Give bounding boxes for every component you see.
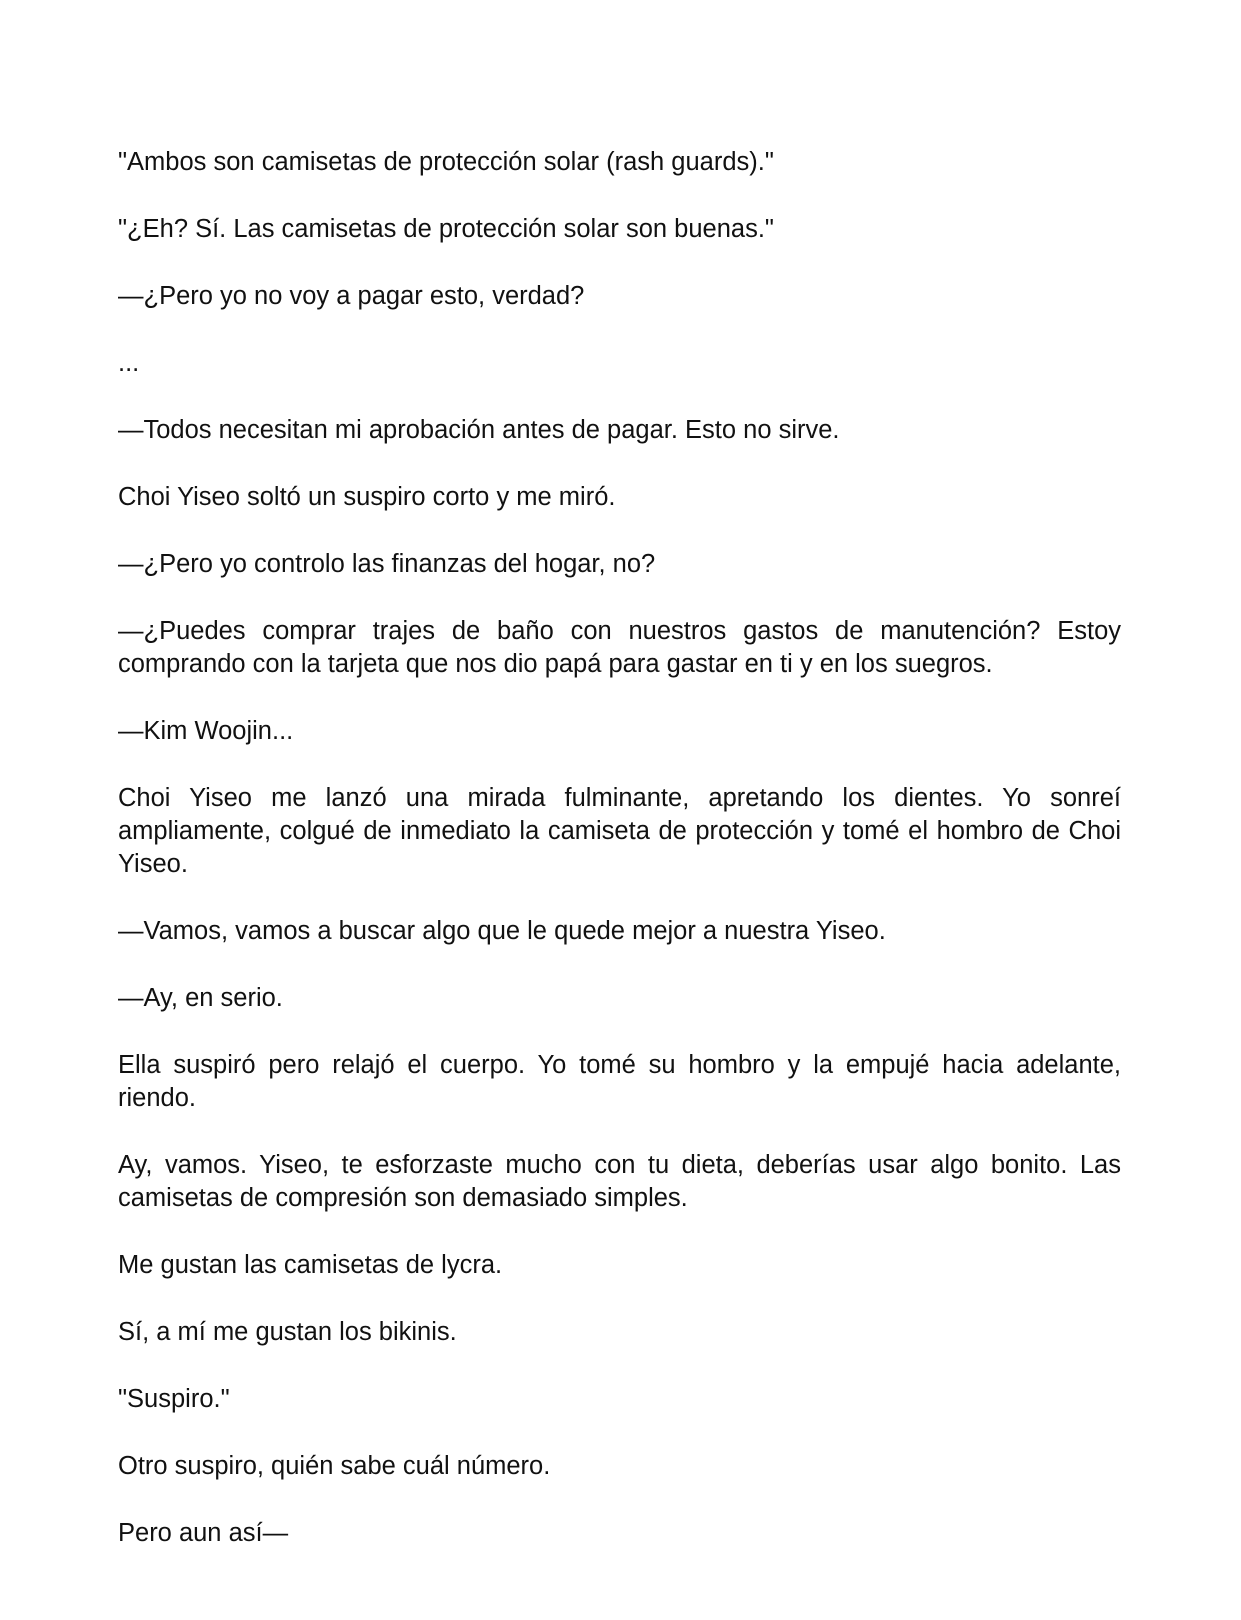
body-text (118, 146, 1121, 1550)
paragraph: —Vamos, vamos a buscar algo que le quede mejor a nuestra Yiseo. (118, 917, 886, 945)
paragraph: —¿Pero yo no voy a pagar esto, verdad? (118, 282, 585, 310)
paragraph: Me gustan las camisetas de lycra. (118, 1251, 503, 1279)
paragraph: —Ay, en serio. (118, 984, 283, 1012)
paragraph: —Todos necesitan mi aprobación antes de pagar. Esto no sirve. (118, 416, 840, 444)
paragraph: Choi Yiseo me lanzó una mirada fulminante, apretando los dientes. Yo sonreí ampliamente, colgué de inmediato la camiseta de protección y tomé el hombro de Choi Yiseo. (118, 784, 1121, 878)
paragraph: Ay, vamos. Yiseo, te esforzaste mucho con tu dieta, deberías usar algo bonito. Las camisetas de compresión son demasiado simples. (118, 1151, 1121, 1212)
paragraph: Pero aun así— (118, 1519, 289, 1547)
paragraph: Sí, a mí me gustan los bikinis. (118, 1318, 457, 1346)
paragraph: Choi Yiseo soltó un suspiro corto y me miró. (118, 483, 616, 511)
paragraph: "¿Eh? Sí. Las camisetas de protección solar son buenas." (118, 215, 774, 243)
paragraph: —Kim Woojin... (118, 717, 294, 745)
paragraph: —¿Puedes comprar trajes de baño con nuestros gastos de manutención? Estoy comprando con la tarjeta que nos dio papá para gastar en ti y en los suegros. (118, 617, 1121, 678)
paragraph: "Ambos son camisetas de protección solar (rash guards)." (118, 148, 774, 176)
paragraph: "Suspiro." (118, 1385, 230, 1413)
paragraph: ... (118, 349, 140, 377)
paragraph: Otro suspiro, quién sabe cuál número. (118, 1452, 551, 1480)
paragraph: —¿Pero yo controlo las finanzas del hogar, no? (118, 550, 656, 578)
paragraph: Ella suspiró pero relajó el cuerpo. Yo tomé su hombro y la empujé hacia adelante, riendo. (118, 1051, 1121, 1112)
